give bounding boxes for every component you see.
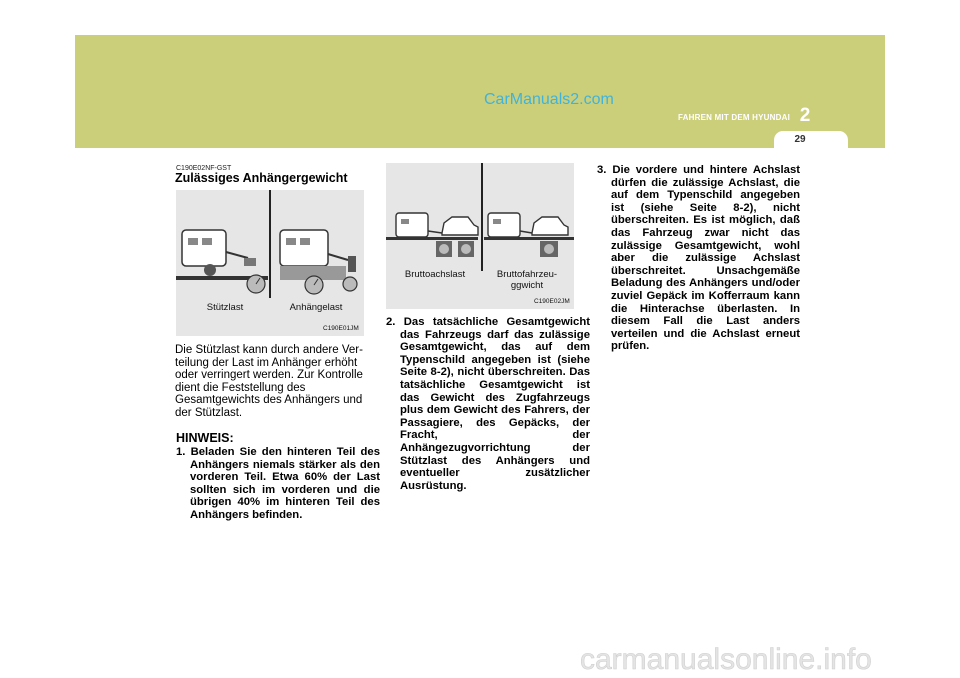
section-code: C190E02NF-GST xyxy=(176,165,232,172)
figure-label-trailer-load: Anhängelast xyxy=(289,302,343,313)
scale-icon xyxy=(244,258,265,293)
figure-label-gross-weight: Bruttofahrzeu- ggwicht xyxy=(496,269,558,291)
section-title: Zulässiges Anhängergewicht xyxy=(175,171,348,185)
footer-watermark-text: carmanualsonline.info xyxy=(580,643,872,676)
figure-code: C190E01JM xyxy=(323,325,359,332)
note-item-1: 1. Beladen Sie den hinteren Teil des Anhängers niemals stärker als den vorderen Teil. Etwa 60% der Last sollten sich im vorderen und die übrigen 40% im hinteren Teil des Anhängers befinden. xyxy=(176,446,380,521)
vehicle-scale-illustration xyxy=(386,163,574,271)
trailer-car-gross-icon xyxy=(484,213,574,257)
trailer-on-scale-icon xyxy=(280,230,357,294)
body-paragraph: Die Stützlast kann durch andere Ver-teilung der Last im Anhänger erhöht oder verringert werden. Zur Kontrolle dient die Feststellung des Gesamtgewichts des Anhängers und der Stützlast. xyxy=(175,344,363,419)
chapter-number: 2 xyxy=(799,105,811,126)
trailer-scale-illustration xyxy=(176,190,364,298)
footer-watermark xyxy=(580,638,952,678)
figure-axle-weight xyxy=(386,163,574,309)
page-number: 29 xyxy=(794,134,806,145)
figure-label-tongue-load: Stützlast xyxy=(206,302,244,313)
note-item-3: 3. Die vordere und hintere Achslast dürfen die zulässige Achslast, die auf dem Typenschild angegeben ist (siehe Seite 8-2), nicht überschreiten. Es ist möglich, daß das Fahrzeug zwar nicht das zulässige Gesamtgewicht, wohl aber die zulässige Achslast überschreitet. Unsachgemäße Beladung des Anhängers und/oder zuviel Gepäck im Kofferraum kann die Hinterachse überlasten. In diesem Fall die Last anders verteilen und die Achslast erneut prüfen. xyxy=(597,164,800,353)
trailer-car-axle-icon xyxy=(386,213,478,257)
note-heading: HINWEIS: xyxy=(176,431,234,445)
header-band xyxy=(75,35,885,148)
note-item-2: 2. Das tatsächliche Gesamtgewicht das Fahrzeugs darf das zulässige Gesamtgewicht, das auf dem Typenschild angegeben ist (siehe Seite 8-2), nicht überschreiten. Das tatsächliche Gesamtgewicht ist das Gewicht des Zugfahrzeugs plus dem Gewicht des Fahrers, der Passagiere, des Gepäcks, der Fracht, der Anhängezugvorrichtung der Stützlast des Anhängers und eventueller zusätzlicher Ausrüstung. xyxy=(386,316,590,492)
trailer-icon xyxy=(176,230,268,280)
figure-tongue-load xyxy=(176,190,364,336)
figure-label-axle-weight: Bruttoachslast xyxy=(404,269,466,280)
brand-watermark-link[interactable]: CarManuals2.com xyxy=(484,91,614,108)
figure-code: C190E02JM xyxy=(534,298,570,305)
chapter-title: FAHREN MIT DEM HYUNDAI xyxy=(678,113,790,122)
